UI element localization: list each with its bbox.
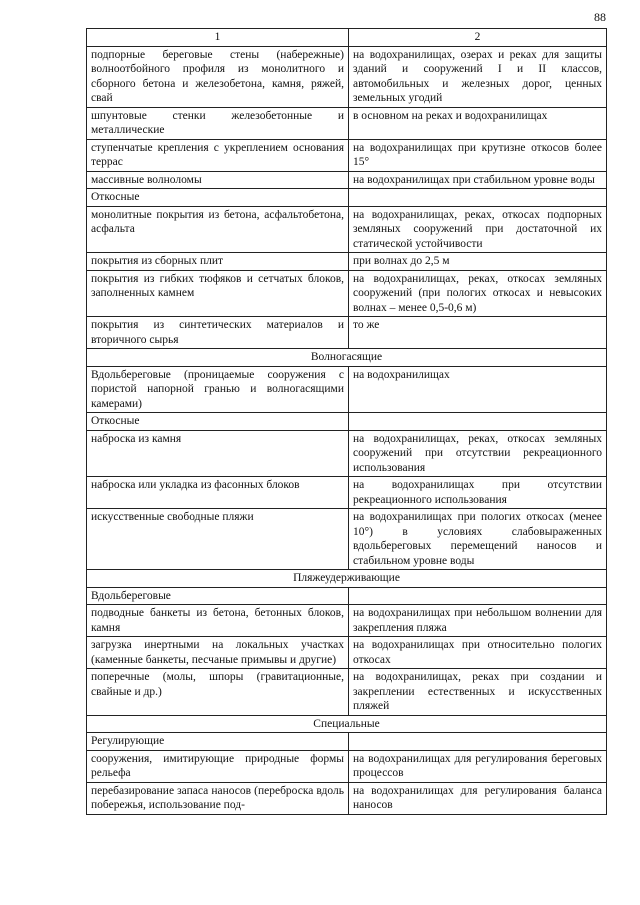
table-row	[87, 270, 607, 317]
application-conditions-cell: на водохранилищах	[349, 366, 607, 413]
application-conditions-cell	[349, 189, 607, 207]
table-row	[87, 206, 607, 253]
table-row	[87, 46, 607, 107]
table-row	[87, 107, 607, 139]
section-row	[87, 570, 607, 588]
application-conditions-cell: на водохранилищах, реках при создании и закреплении естественных и искусственных пляжей	[349, 669, 607, 716]
table-row	[87, 171, 607, 189]
table-row	[87, 782, 607, 814]
application-conditions-cell: на водохранилищах для регулирования береговых процессов	[349, 750, 607, 782]
table-row	[87, 189, 607, 207]
table-row	[87, 139, 607, 171]
table-row	[87, 317, 607, 349]
structure-type-cell: ступенчатые крепления с укреплением основания террас	[87, 139, 349, 171]
table-row	[87, 733, 607, 751]
application-conditions-cell: на водохранилищах, реках, откосах земляных сооружений (при пологих откосах и невысоких волнах – менее 0,5-0,6 м)	[349, 270, 607, 317]
section-heading: Специальные	[87, 715, 607, 733]
structure-type-cell: Регулирующие	[87, 733, 349, 751]
application-conditions-cell: на водохранилищах для регулирования баланса наносов	[349, 782, 607, 814]
application-conditions-cell	[349, 587, 607, 605]
application-conditions-cell: на водохранилищах при относительно пологих откосах	[349, 637, 607, 669]
structures-table	[86, 28, 607, 815]
structure-type-cell: покрытия из синтетических материалов и вторичного сырья	[87, 317, 349, 349]
structure-type-cell: монолитные покрытия из бетона, асфальтобетона, асфальта	[87, 206, 349, 253]
application-conditions-cell: на водохранилищах при пологих откосах (менее 10°) в условиях слабовыраженных вдольбереговых перемещений наносов и стабильном уровне воды	[349, 509, 607, 570]
application-conditions-cell: то же	[349, 317, 607, 349]
table-row	[87, 509, 607, 570]
structure-type-cell: поперечные (молы, шпоры (гравитационные, свайные и др.)	[87, 669, 349, 716]
table-row	[87, 637, 607, 669]
structure-type-cell: Вдольбереговые	[87, 587, 349, 605]
structure-type-cell: массивные волноломы	[87, 171, 349, 189]
section-row	[87, 715, 607, 733]
structure-type-cell: искусственные свободные пляжи	[87, 509, 349, 570]
section-heading: Пляжеудерживающие	[87, 570, 607, 588]
application-conditions-cell: на водохранилищах при стабильном уровне воды	[349, 171, 607, 189]
application-conditions-cell: на водохранилищах, реках, откосах подпорных земляных сооружений при достаточной их статической устойчивости	[349, 206, 607, 253]
application-conditions-cell: на водохранилищах, реках, откосах земляных сооружений при отсутствии рекреационного использования	[349, 430, 607, 477]
table-row	[87, 253, 607, 271]
structure-type-cell: Откосные	[87, 189, 349, 207]
application-conditions-cell: на водохранилищах при отсутствии рекреационного использования	[349, 477, 607, 509]
column-number-2: 2	[349, 29, 607, 47]
structure-type-cell: Откосные	[87, 413, 349, 431]
table-row	[87, 587, 607, 605]
table-row	[87, 477, 607, 509]
column-number-1: 1	[87, 29, 349, 47]
structure-type-cell: наброска или укладка из фасонных блоков	[87, 477, 349, 509]
application-conditions-cell: при волнах до 2,5 м	[349, 253, 607, 271]
application-conditions-cell	[349, 413, 607, 431]
application-conditions-cell: в основном на реках и водохранилищах	[349, 107, 607, 139]
structure-type-cell: подпорные береговые стены (набережные) волноотбойного профиля из монолитного и сборного бетона и железобетона, камня, ряжей, свай	[87, 46, 349, 107]
section-row	[87, 349, 607, 367]
table-row	[87, 413, 607, 431]
table-row	[87, 669, 607, 716]
section-heading: Волногасящие	[87, 349, 607, 367]
structure-type-cell: наброска из камня	[87, 430, 349, 477]
structure-type-cell: покрытия из сборных плит	[87, 253, 349, 271]
application-conditions-cell: на водохранилищах, озерах и реках для защиты зданий и сооружений I и II классов, автомобильных и железных дорог, ценных земельных угодий	[349, 46, 607, 107]
structure-type-cell: загрузка инертными на локальных участках (каменные банкеты, песчаные примывы и другие)	[87, 637, 349, 669]
structure-type-cell: покрытия из гибких тюфяков и сетчатых блоков, заполненных камнем	[87, 270, 349, 317]
application-conditions-cell	[349, 733, 607, 751]
structure-type-cell: Вдольбереговые (проницаемые сооружения с пористой напорной гранью и волногасящими камерами)	[87, 366, 349, 413]
application-conditions-cell: на водохранилищах при крутизне откосов более 15°	[349, 139, 607, 171]
structure-type-cell: перебазирование запаса наносов (переброска вдоль побережья, использование под-	[87, 782, 349, 814]
table-header-row	[87, 29, 607, 47]
table-row	[87, 430, 607, 477]
structure-type-cell: подводные банкеты из бетона, бетонных блоков, камня	[87, 605, 349, 637]
table-row	[87, 750, 607, 782]
table-row	[87, 366, 607, 413]
structure-type-cell: шпунтовые стенки железобетонные и металлические	[87, 107, 349, 139]
table-row	[87, 605, 607, 637]
structure-type-cell: сооружения, имитирующие природные формы рельефа	[87, 750, 349, 782]
application-conditions-cell: на водохранилищах при небольшом волнении для закрепления пляжа	[349, 605, 607, 637]
page-number: 88	[594, 10, 606, 24]
